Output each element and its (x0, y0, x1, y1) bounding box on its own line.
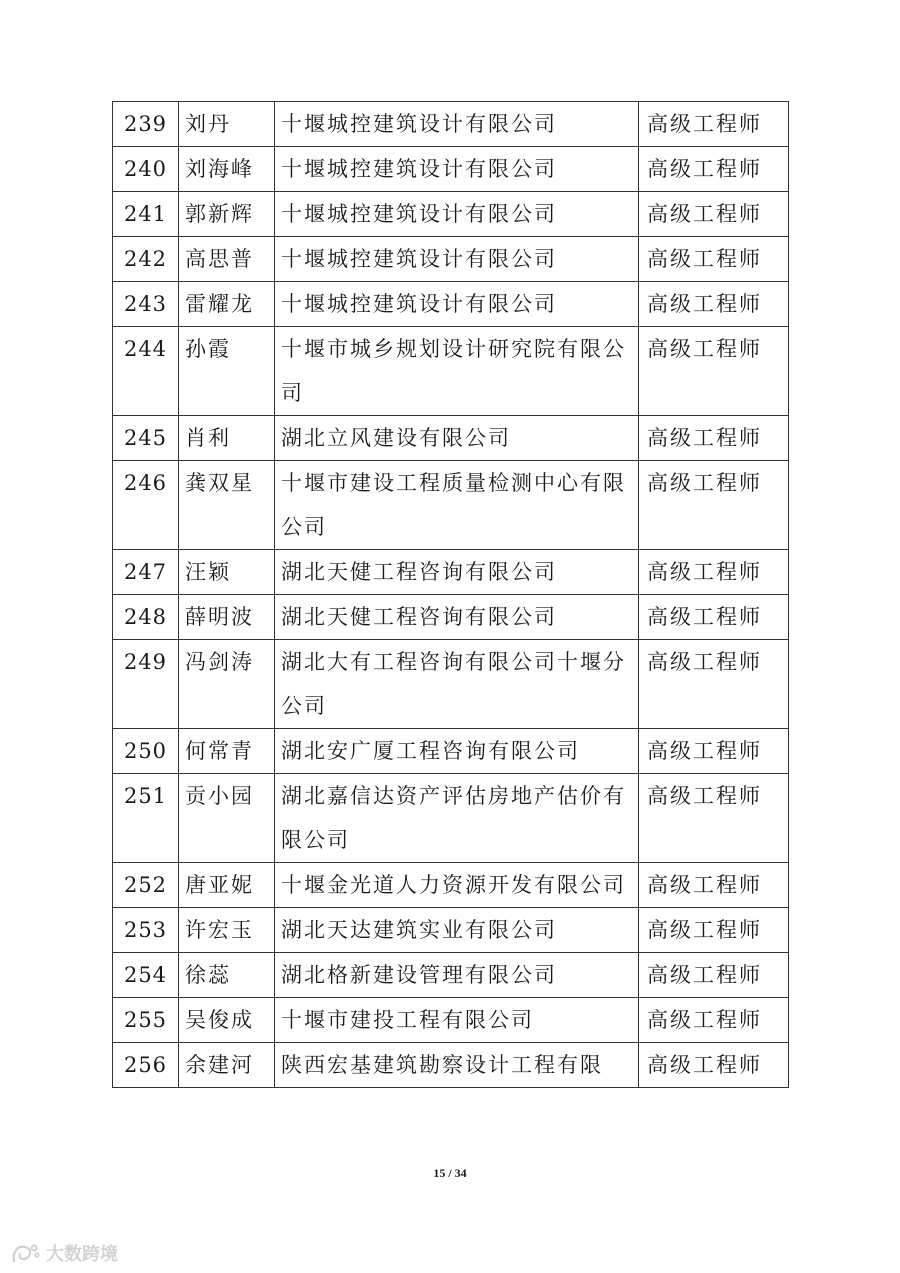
row-number: 249 (113, 640, 179, 729)
job-title: 高级工程师 (639, 237, 789, 282)
row-number: 244 (113, 327, 179, 416)
table-row (113, 416, 789, 461)
person-name: 徐蕊 (179, 953, 275, 998)
job-title: 高级工程师 (639, 147, 789, 192)
person-name: 龚双星 (179, 461, 275, 550)
table-row (113, 192, 789, 237)
company-name: 十堰城控建筑设计有限公司 (275, 102, 639, 147)
company-name: 十堰金光道人力资源开发有限公司 (275, 863, 639, 908)
company-name: 湖北嘉信达资产评估房地产估价有限公司 (275, 774, 639, 863)
table-row (113, 998, 789, 1043)
row-number: 251 (113, 774, 179, 863)
table-row (113, 640, 789, 729)
row-number: 250 (113, 729, 179, 774)
company-name: 湖北天达建筑实业有限公司 (275, 908, 639, 953)
row-number: 240 (113, 147, 179, 192)
row-number: 243 (113, 282, 179, 327)
row-number: 247 (113, 550, 179, 595)
job-title: 高级工程师 (639, 192, 789, 237)
row-number: 239 (113, 102, 179, 147)
person-name: 唐亚妮 (179, 863, 275, 908)
person-name: 肖利 (179, 416, 275, 461)
company-name: 湖北大有工程咨询有限公司十堰分公司 (275, 640, 639, 729)
company-name: 十堰市城乡规划设计研究院有限公司 (275, 327, 639, 416)
company-name: 湖北格新建设管理有限公司 (275, 953, 639, 998)
table-row (113, 147, 789, 192)
job-title: 高级工程师 (639, 908, 789, 953)
table-row (113, 102, 789, 147)
company-name: 湖北安广厦工程咨询有限公司 (275, 729, 639, 774)
person-name: 吴俊成 (179, 998, 275, 1043)
page-number: 15 / 34 (433, 1166, 467, 1180)
job-title: 高级工程师 (639, 595, 789, 640)
person-name: 冯剑涛 (179, 640, 275, 729)
job-title: 高级工程师 (639, 774, 789, 863)
job-title: 高级工程师 (639, 640, 789, 729)
table-row (113, 863, 789, 908)
table-row (113, 908, 789, 953)
person-name: 何常青 (179, 729, 275, 774)
table-row (113, 1043, 789, 1088)
job-title: 高级工程师 (639, 953, 789, 998)
company-name: 十堰市建设工程质量检测中心有限公司 (275, 461, 639, 550)
person-name: 高思普 (179, 237, 275, 282)
table-row (113, 729, 789, 774)
row-number: 255 (113, 998, 179, 1043)
row-number: 245 (113, 416, 179, 461)
person-name: 余建河 (179, 1043, 275, 1088)
person-name: 郭新辉 (179, 192, 275, 237)
personnel-table (112, 101, 789, 1088)
table-row (113, 327, 789, 416)
row-number: 252 (113, 863, 179, 908)
row-number: 248 (113, 595, 179, 640)
job-title: 高级工程师 (639, 282, 789, 327)
company-name: 湖北天健工程咨询有限公司 (275, 595, 639, 640)
table-row (113, 461, 789, 550)
row-number: 253 (113, 908, 179, 953)
company-name: 十堰城控建筑设计有限公司 (275, 282, 639, 327)
job-title: 高级工程师 (639, 461, 789, 550)
row-number: 241 (113, 192, 179, 237)
company-name: 十堰市建投工程有限公司 (275, 998, 639, 1043)
person-name: 雷耀龙 (179, 282, 275, 327)
company-name: 十堰城控建筑设计有限公司 (275, 237, 639, 282)
table-row (113, 953, 789, 998)
table-row (113, 237, 789, 282)
table-row (113, 282, 789, 327)
company-name: 陕西宏基建筑勘察设计工程有限 (275, 1043, 639, 1088)
row-number: 256 (113, 1043, 179, 1088)
table-row (113, 550, 789, 595)
person-name: 刘丹 (179, 102, 275, 147)
company-name: 湖北天健工程咨询有限公司 (275, 550, 639, 595)
watermark (10, 1240, 118, 1266)
table-row (113, 595, 789, 640)
company-name: 十堰城控建筑设计有限公司 (275, 147, 639, 192)
job-title: 高级工程师 (639, 416, 789, 461)
job-title: 高级工程师 (639, 863, 789, 908)
row-number: 254 (113, 953, 179, 998)
person-name: 贡小园 (179, 774, 275, 863)
job-title: 高级工程师 (639, 1043, 789, 1088)
table-body (113, 102, 789, 1088)
person-name: 孙霞 (179, 327, 275, 416)
brand-logo-icon (10, 1241, 40, 1265)
job-title: 高级工程师 (639, 102, 789, 147)
row-number: 242 (113, 237, 179, 282)
person-name: 薛明波 (179, 595, 275, 640)
watermark-text: 大数跨境 (46, 1244, 118, 1265)
person-name: 许宏玉 (179, 908, 275, 953)
job-title: 高级工程师 (639, 550, 789, 595)
job-title: 高级工程师 (639, 327, 789, 416)
company-name: 湖北立风建设有限公司 (275, 416, 639, 461)
person-name: 汪颖 (179, 550, 275, 595)
person-name: 刘海峰 (179, 147, 275, 192)
job-title: 高级工程师 (639, 729, 789, 774)
table-row (113, 774, 789, 863)
row-number: 246 (113, 461, 179, 550)
job-title: 高级工程师 (639, 998, 789, 1043)
company-name: 十堰城控建筑设计有限公司 (275, 192, 639, 237)
